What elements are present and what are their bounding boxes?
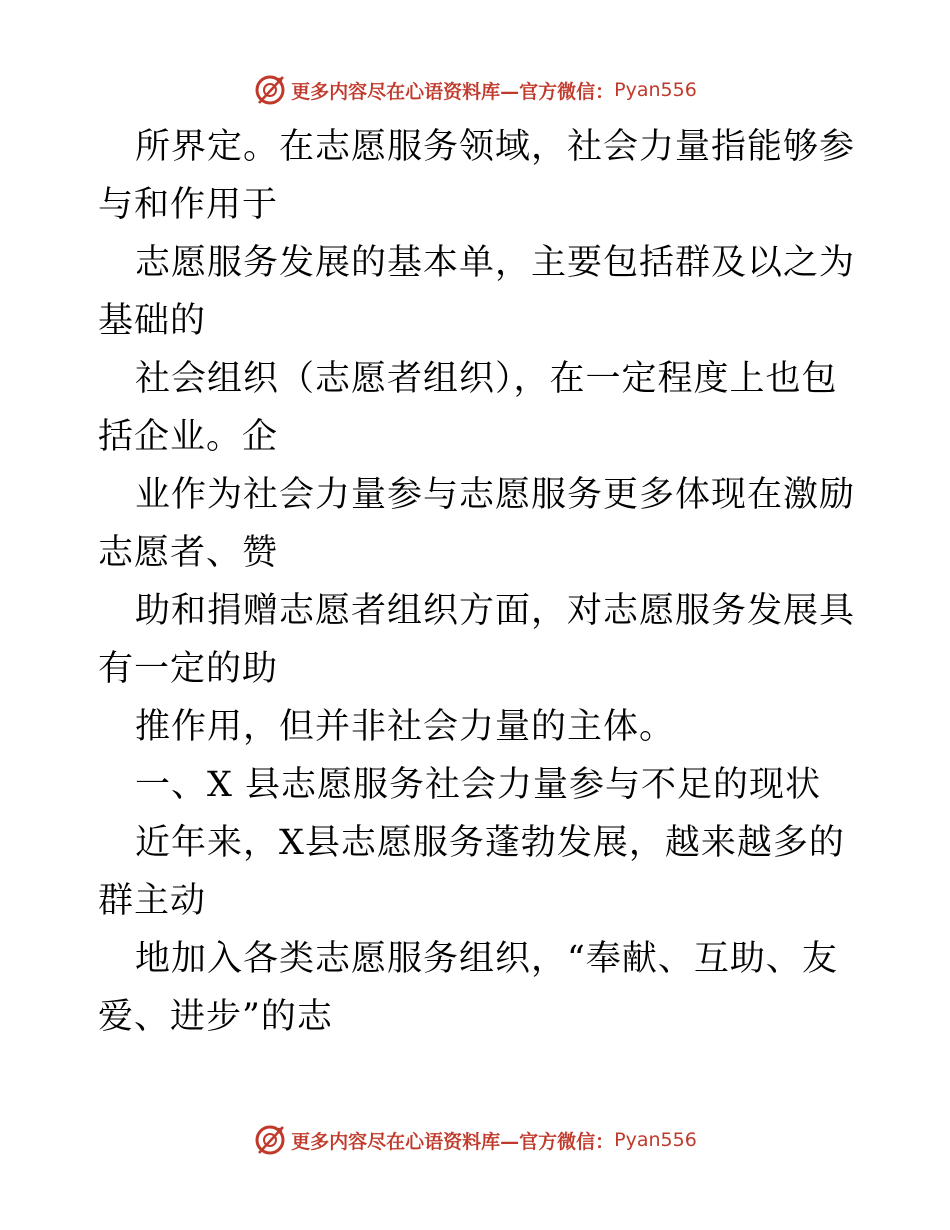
section-heading: 一、X 县志愿服务社会力量参与不足的现状 (135, 765, 822, 805)
paragraph: 志愿服务发展的基本单，主要包括群及以之为基础的 (98, 243, 856, 341)
banner-contact: Pyan556 (614, 79, 697, 101)
footer-banner (0, 1122, 950, 1158)
paragraph: 推作用，但并非社会力量的主体。 (135, 707, 676, 747)
paragraph: 地加入各类志愿服务组织，“奉献、互助、友爱、进步”的志 (98, 939, 838, 1037)
paragraph: 助和捐赠志愿者组织方面，对志愿服务发展具有一定的助 (98, 591, 856, 689)
paragraph: 所界定。在志愿服务领域，社会力量指能够参与和作用于 (98, 127, 856, 225)
banner-label: 更多内容尽在心语资料库—官方微信： (291, 1130, 615, 1153)
paragraph: 社会组织（志愿者组织），在一定程度上也包括企业。企 (98, 359, 838, 457)
quill-seal-icon (253, 73, 287, 107)
banner-contact: Pyan556 (614, 1129, 697, 1151)
paragraph: 近年来，X县志愿服务蓬勃发展，越来越多的群主动 (98, 823, 845, 921)
paragraph: 业作为社会力量参与志愿服务更多体现在激励志愿者、赞 (98, 475, 856, 573)
banner-label: 更多内容尽在心语资料库—官方微信： (291, 80, 615, 103)
header-banner (0, 72, 950, 108)
quill-seal-icon (253, 1123, 287, 1157)
document-body (98, 118, 858, 1046)
